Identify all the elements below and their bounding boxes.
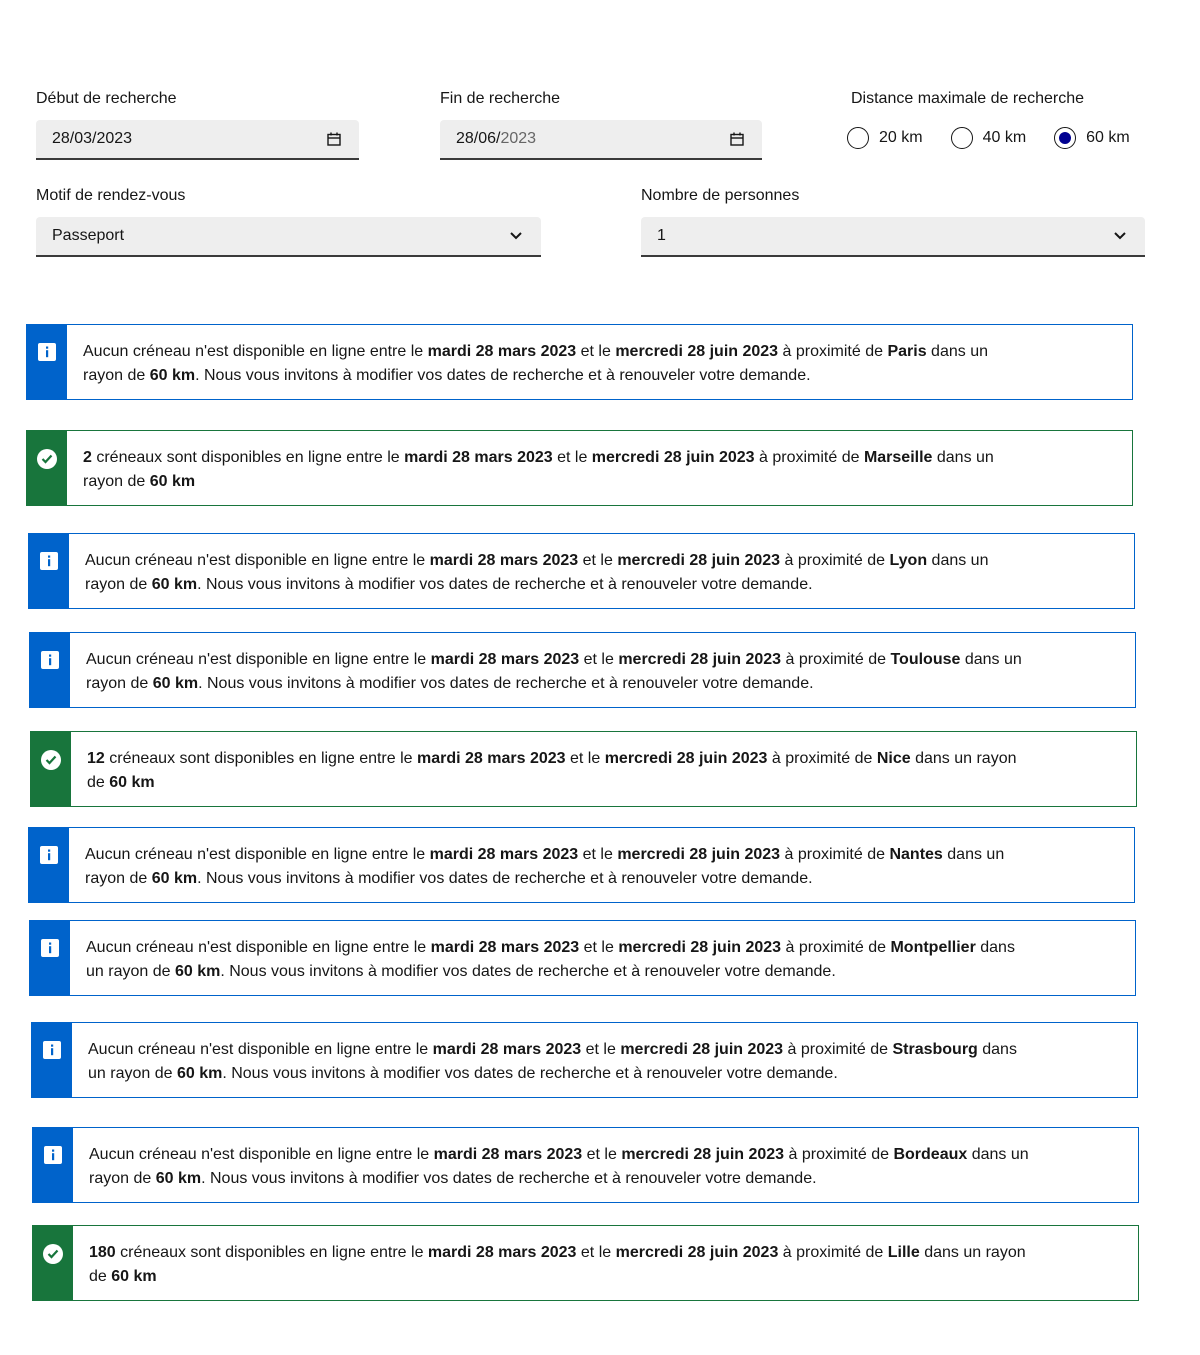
start-date-label: Début de recherche <box>36 90 177 107</box>
check-circle-icon <box>43 1244 63 1264</box>
alert-message <box>73 1226 1074 1300</box>
info-icon <box>41 651 59 669</box>
info-icon <box>41 939 59 957</box>
radio-button[interactable] <box>951 127 973 149</box>
calendar-icon[interactable] <box>728 130 746 148</box>
alert-info <box>29 920 1136 996</box>
info-icon <box>40 846 58 864</box>
alert-line-1: 2 créneaux sont disponibles en ligne entre le mardi 28 mars 2023 et le mercredi 28 juin 2023 à proximité de Marseille dans un <box>83 449 994 466</box>
alert-info <box>28 827 1135 903</box>
alert-success <box>30 731 1137 807</box>
alert-icon-bar <box>27 431 67 505</box>
distance-option-40[interactable] <box>951 127 1027 149</box>
reason-select[interactable] <box>36 217 541 257</box>
end-date-field[interactable] <box>440 120 762 160</box>
alert-message <box>69 828 1052 902</box>
distance-radio-group <box>847 127 1130 149</box>
alert-message <box>67 431 1042 505</box>
alert-icon-bar <box>33 1128 73 1202</box>
check-circle-icon <box>41 750 61 770</box>
alert-line-2: rayon de 60 km. Nous vous invitons à modifier vos dates de recherche et à renouveler votre demande. <box>86 675 814 692</box>
end-date-year: 2023 <box>500 130 537 147</box>
alert-line-2: de 60 km <box>89 1268 157 1285</box>
alert-icon-bar <box>30 633 70 707</box>
alert-line-2: un rayon de 60 km. Nous vous invitons à modifier vos dates de recherche et à renouveler votre demande. <box>88 1065 838 1082</box>
radio-button-selected[interactable] <box>1054 127 1076 149</box>
alert-line-2: rayon de 60 km. Nous vous invitons à modifier vos dates de recherche et à renouveler votre demande. <box>83 367 811 384</box>
info-icon <box>38 343 56 361</box>
alert-line-1: Aucun créneau n'est disponible en ligne entre le mardi 28 mars 2023 et le mercredi 28 juin 2023 à proximité de Bordeaux dans un <box>89 1146 1029 1163</box>
alert-message <box>73 1128 1077 1202</box>
alert-success <box>26 430 1133 506</box>
alert-line-1: Aucun créneau n'est disponible en ligne entre le mardi 28 mars 2023 et le mercredi 28 juin 2023 à proximité de Paris dans un <box>83 343 988 360</box>
alert-line-2: rayon de 60 km <box>83 473 196 490</box>
alert-icon-bar <box>29 828 69 902</box>
info-icon <box>44 1146 62 1164</box>
calendar-icon[interactable] <box>325 130 343 148</box>
alert-info <box>32 1127 1139 1203</box>
distance-label: Distance maximale de recherche <box>851 90 1084 107</box>
alert-line-2: rayon de 60 km. Nous vous invitons à modifier vos dates de recherche et à renouveler votre demande. <box>89 1170 817 1187</box>
alert-line-2: rayon de 60 km. Nous vous invitons à modifier vos dates de recherche et à renouveler votre demande. <box>85 576 813 593</box>
alert-info <box>26 324 1133 400</box>
alert-line-1: Aucun créneau n'est disponible en ligne entre le mardi 28 mars 2023 et le mercredi 28 juin 2023 à proximité de Montpellier dans <box>86 939 1015 956</box>
alert-icon-bar <box>27 325 67 399</box>
alert-icon-bar <box>31 732 71 806</box>
end-date-label: Fin de recherche <box>440 90 561 107</box>
check-circle-icon <box>37 449 57 469</box>
start-date-field[interactable] <box>36 120 359 160</box>
people-select[interactable] <box>641 217 1145 257</box>
alert-info <box>28 533 1135 609</box>
radio-label: 20 km <box>879 129 923 146</box>
people-value: 1 <box>657 227 666 244</box>
alert-message <box>71 732 1065 806</box>
alert-line-1: Aucun créneau n'est disponible en ligne entre le mardi 28 mars 2023 et le mercredi 28 juin 2023 à proximité de Strasbourg dans <box>88 1041 1017 1058</box>
radio-label: 40 km <box>982 129 1027 146</box>
alert-message <box>72 1023 1065 1097</box>
alert-message <box>67 325 1036 399</box>
alert-info <box>31 1022 1138 1098</box>
alert-line-1: 180 créneaux sont disponibles en ligne entre le mardi 28 mars 2023 et le mercredi 28 juin 2023 à proximité de Lille dans un rayon <box>89 1244 1026 1261</box>
alert-line-2: de 60 km <box>87 774 155 791</box>
alert-line-2: rayon de 60 km. Nous vous invitons à modifier vos dates de recherche et à renouveler votre demande. <box>85 870 813 887</box>
distance-option-20[interactable] <box>847 127 923 149</box>
info-icon <box>43 1041 61 1059</box>
alert-line-1: Aucun créneau n'est disponible en ligne entre le mardi 28 mars 2023 et le mercredi 28 juin 2023 à proximité de Lyon dans un <box>85 552 989 569</box>
info-icon <box>40 552 58 570</box>
alert-line-1: 12 créneaux sont disponibles en ligne entre le mardi 28 mars 2023 et le mercredi 28 juin 2023 à proximité de Nice dans un rayon <box>87 750 1017 767</box>
alert-success <box>32 1225 1139 1301</box>
alert-info <box>29 632 1136 708</box>
alert-line-2: un rayon de 60 km. Nous vous invitons à modifier vos dates de recherche et à renouveler votre demande. <box>86 963 836 980</box>
alert-icon-bar <box>33 1226 73 1300</box>
start-date-value: 28/03/2023 <box>52 130 133 147</box>
alert-line-1: Aucun créneau n'est disponible en ligne entre le mardi 28 mars 2023 et le mercredi 28 juin 2023 à proximité de Nantes dans un <box>85 846 1005 863</box>
alert-message <box>70 921 1063 995</box>
reason-label: Motif de rendez-vous <box>36 187 186 204</box>
alert-icon-bar <box>32 1023 72 1097</box>
radio-label: 60 km <box>1086 129 1130 146</box>
alert-line-1: Aucun créneau n'est disponible en ligne entre le mardi 28 mars 2023 et le mercredi 28 juin 2023 à proximité de Toulouse dans un <box>86 651 1022 668</box>
end-date-value <box>456 130 728 148</box>
reason-value: Passeport <box>52 227 125 244</box>
radio-button[interactable] <box>847 127 869 149</box>
end-date-day-month: 28/06/ <box>456 130 501 147</box>
people-label: Nombre de personnes <box>641 187 800 204</box>
alert-icon-bar <box>30 921 70 995</box>
alert-message <box>70 633 1070 707</box>
distance-option-60[interactable] <box>1054 127 1130 149</box>
chevron-down-icon <box>507 227 525 245</box>
chevron-down-icon <box>1111 227 1129 245</box>
alert-icon-bar <box>29 534 69 608</box>
alert-message <box>69 534 1036 608</box>
